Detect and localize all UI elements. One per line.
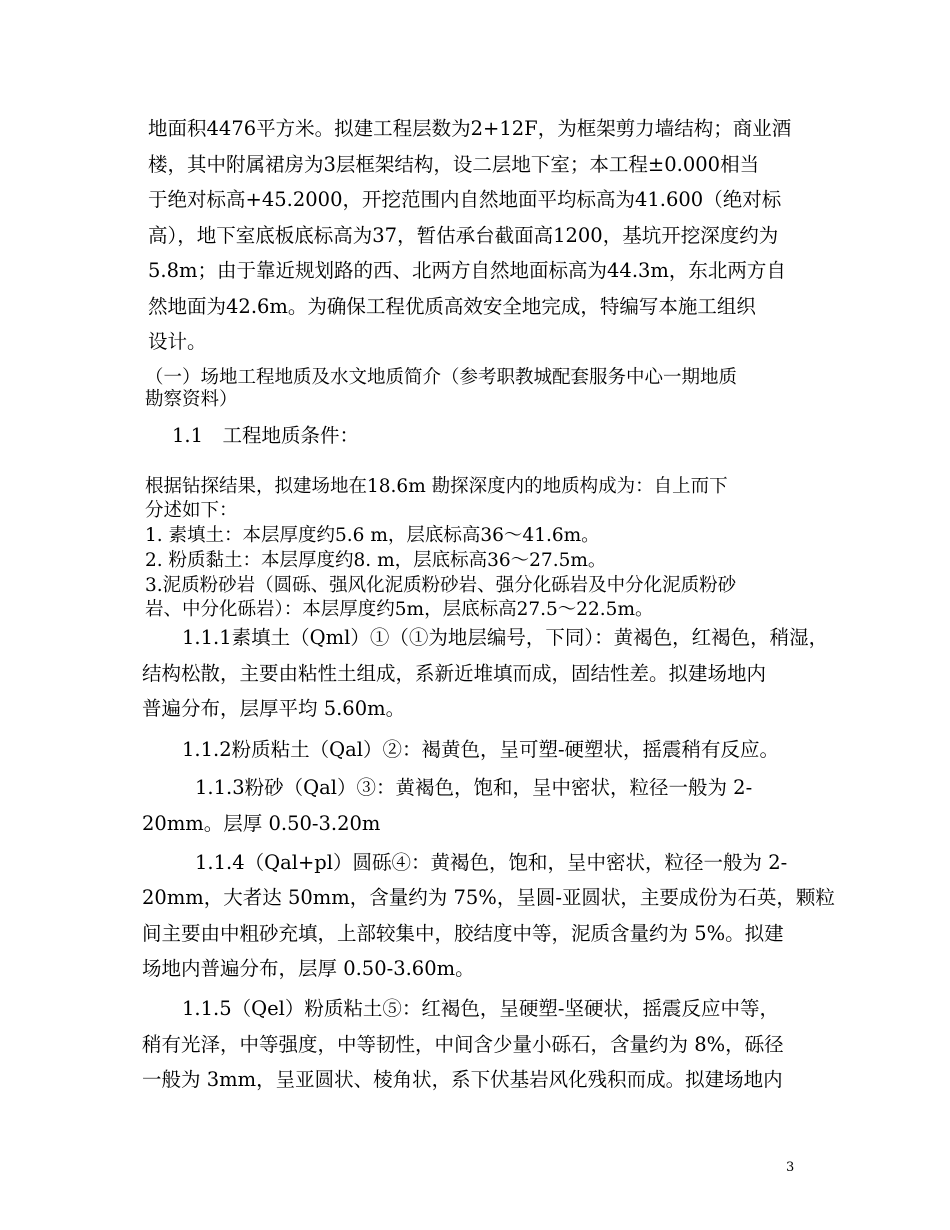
text-line: 然地面为42.6m。为确保工程优质高效安全地完成，特编写本施工组织	[148, 295, 756, 318]
text-line: 1.1.4（Qal+pl）圆砾④：黄褐色，饱和，呈中密状，粒径一般为 2-	[195, 851, 788, 874]
list-item: 3.泥质粉砂岩（圆砾、强风化泥质粉砂岩、强分化砾岩及中分化泥质粉砂	[145, 575, 737, 596]
text-line: 场地内普遍分布，层厚 0.50-3.60m。	[142, 957, 475, 980]
text-line: 结构松散，主要由粘性土组成，系新近堆填而成，固结性差。拟建场地内	[142, 662, 767, 685]
list-item: 岩、中分化砾岩）：本层厚度约5m，层底标高27.5～22.5m。	[145, 599, 654, 620]
text-line: 根据钻探结果，拟建场地在18.6m 勘探深度内的地质构成为：自上而下	[145, 476, 728, 497]
text-line: 5.8m；由于靠近规划路的西、北两方自然地面标高为44.3m，东北两方自	[148, 259, 786, 282]
page-number: 3	[786, 1160, 795, 1175]
list-item: 1. 素填土：本层厚度约5.6 m，层底标高36～41.6m。	[145, 525, 600, 546]
text-line: 1.1.3粉砂（Qal）③：黄褐色，饱和，呈中密状，粒径一般为 2-	[195, 776, 753, 799]
text-line: 一般为 3mm，呈亚圆状、棱角状，系下伏基岩风化残积而成。拟建场地内	[142, 1068, 783, 1091]
text-line: 1.1.1素填土（Qml）①（①为地层编号，下同）：黄褐色，红褐色，稍湿，	[182, 626, 829, 649]
text-line: 1.1.5（Qel）粉质粘土⑤：红褐色，呈硬塑-坚硬状，摇震反应中等，	[182, 997, 779, 1020]
section-heading: 勘察资料）	[145, 389, 238, 410]
section-heading: （一）场地工程地质及水文地质简介（参考职教城配套服务中心一期地质	[145, 367, 738, 388]
text-line: 稍有光泽，中等强度，中等韧性，中间含少量小砾石，含量约为 8%，砾径	[142, 1033, 784, 1056]
text-line: 设计。	[148, 330, 207, 353]
text-line: 间主要由中粗砂充填，上部较集中，胶结度中等，泥质含量约为 5%。拟建	[142, 922, 784, 945]
text-line: 于绝对标高+45.2000，开挖范围内自然地面平均标高为41.600（绝对标	[148, 188, 782, 211]
text-line: 普遍分布，层厚平均 5.60m。	[142, 697, 406, 720]
text-line: 楼，其中附属裙房为3层框架结构，设二层地下室；本工程±0.000相当	[148, 153, 760, 176]
text-line: 20mm，大者达 50mm，含量约为 75%，呈圆-亚圆状，主要成份为石英，颗粒	[142, 886, 835, 909]
text-line: 20mm。层厚 0.50-3.20m	[142, 812, 381, 835]
subsection-heading: 1.1 工程地质条件：	[172, 424, 360, 447]
text-line: 地面积4476平方米。拟建工程层数为2+12F，为框架剪力墙结构；商业酒	[148, 117, 792, 140]
text-line: 1.1.2粉质粘土（Qal）②：褐黄色，呈可塑-硬塑状，摇震稍有反应。	[182, 738, 780, 761]
text-line: 高），地下室底板底标高为37，暂估承台截面高1200，基坑开挖深度约为	[148, 224, 779, 247]
text-line: 分述如下：	[145, 500, 238, 521]
list-item: 2. 粉质黏土：本层厚度约8. m，层底标高36～27.5m。	[145, 550, 607, 571]
